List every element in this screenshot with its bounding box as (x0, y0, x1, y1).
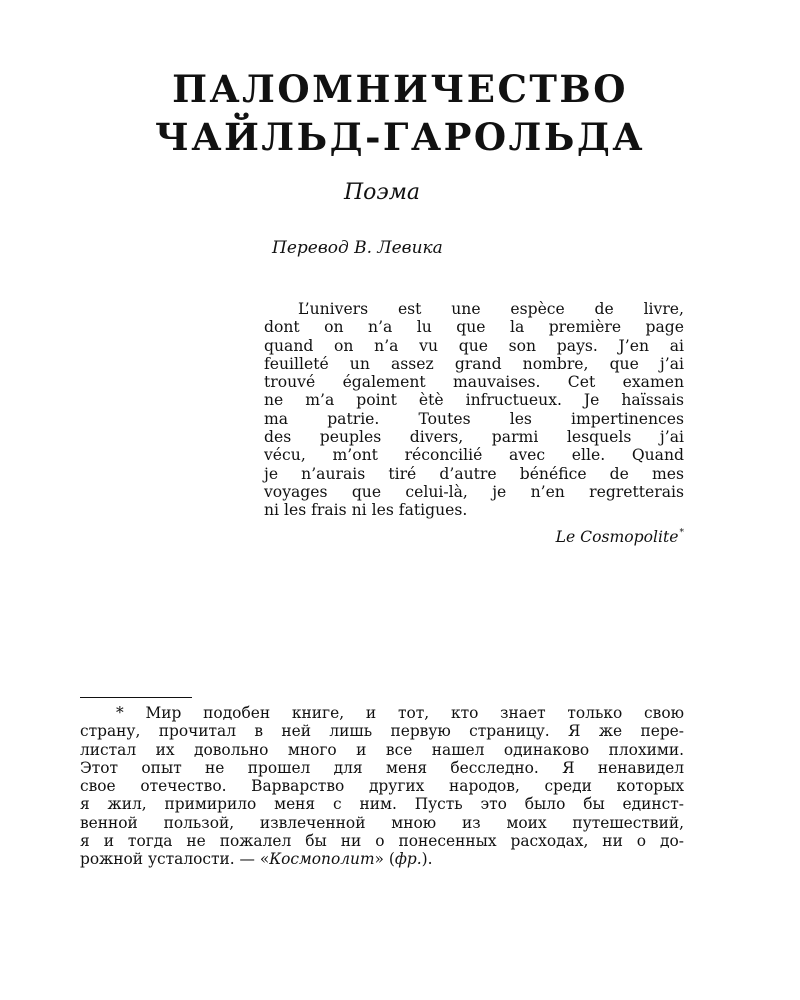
title-line-1: ПАЛОМНИЧЕСТВО (172, 67, 628, 111)
footnote-marker: * (679, 527, 684, 538)
footnote-line: Этот опыт не прошел для меня бесследно. Я ненавидел (80, 758, 684, 777)
epigraph-line: je n’aurais tiré d’autre bénéfice de mes (264, 464, 684, 483)
epigraph-line: L’univers est une espèce de livre, (298, 300, 684, 318)
epigraph-line: des peuples divers, parmi lesquels j’ai (264, 428, 684, 447)
epigraph (264, 300, 684, 548)
footnote-line: * Мир подобен книге, и тот, кто знает только свою (116, 704, 684, 722)
footnote-last-text: рожной усталости. — « (80, 850, 270, 869)
footnote-line: листал их довольно много и все нашел одинаково плохими. (80, 740, 684, 759)
footnote-line: венной пользой, извлеченной мною из моих путешествий, (80, 813, 684, 832)
footnote-divider (80, 697, 192, 698)
epigraph-line: quand on n’a vu que son pays. J’en ai (264, 336, 684, 355)
footnote-line: страну, прочитал в ней лишь первую страницу. Я же пере- (80, 722, 684, 741)
epigraph-line: trouvé également mauvaises. Cet examen (264, 373, 684, 392)
subtitle: Поэма (343, 180, 421, 205)
footnote (80, 704, 684, 869)
footnote-source-lang: фр. (394, 850, 422, 869)
epigraph-line: ne m’a point ètè infructueux. Je haïssais (264, 391, 684, 410)
epigraph-line: voyages que celui-là, je n’en regretterais (264, 482, 684, 501)
title-line-2: ЧАЙЛЬД-ГАРОЛЬДА (155, 115, 645, 159)
epigraph-attribution (264, 522, 684, 548)
translator-credit: Перевод В. Левика (272, 238, 443, 258)
epigraph-line: dont on n’a lu que la première page (264, 318, 684, 337)
footnote-last-line (80, 850, 684, 868)
epigraph-line: vécu, m’ont réconcilié avec elle. Quand (264, 446, 684, 465)
epigraph-line: ma patrie. Toutes les impertinences (264, 409, 684, 428)
footnote-source-title: Космополит (269, 850, 375, 869)
footnote-line: я жил, примирило меня с ним. Пусть это было бы единст- (80, 795, 684, 814)
epigraph-line: ni les frais ni les fatigues. (264, 501, 468, 520)
footnote-line: свое отечество. Варварство других народов, среди которых (80, 777, 684, 796)
footnote-line: я и тогда не пожалел бы ни о понесенных расходах, ни о до- (80, 832, 684, 851)
footnote-source-mid: » ( (374, 850, 395, 869)
epigraph-line: feuilleté un assez grand nombre, que j’ai (264, 354, 684, 373)
epigraph-attribution-text: Le Cosmopolite (555, 527, 679, 546)
footnote-source-end: ). (421, 850, 433, 869)
